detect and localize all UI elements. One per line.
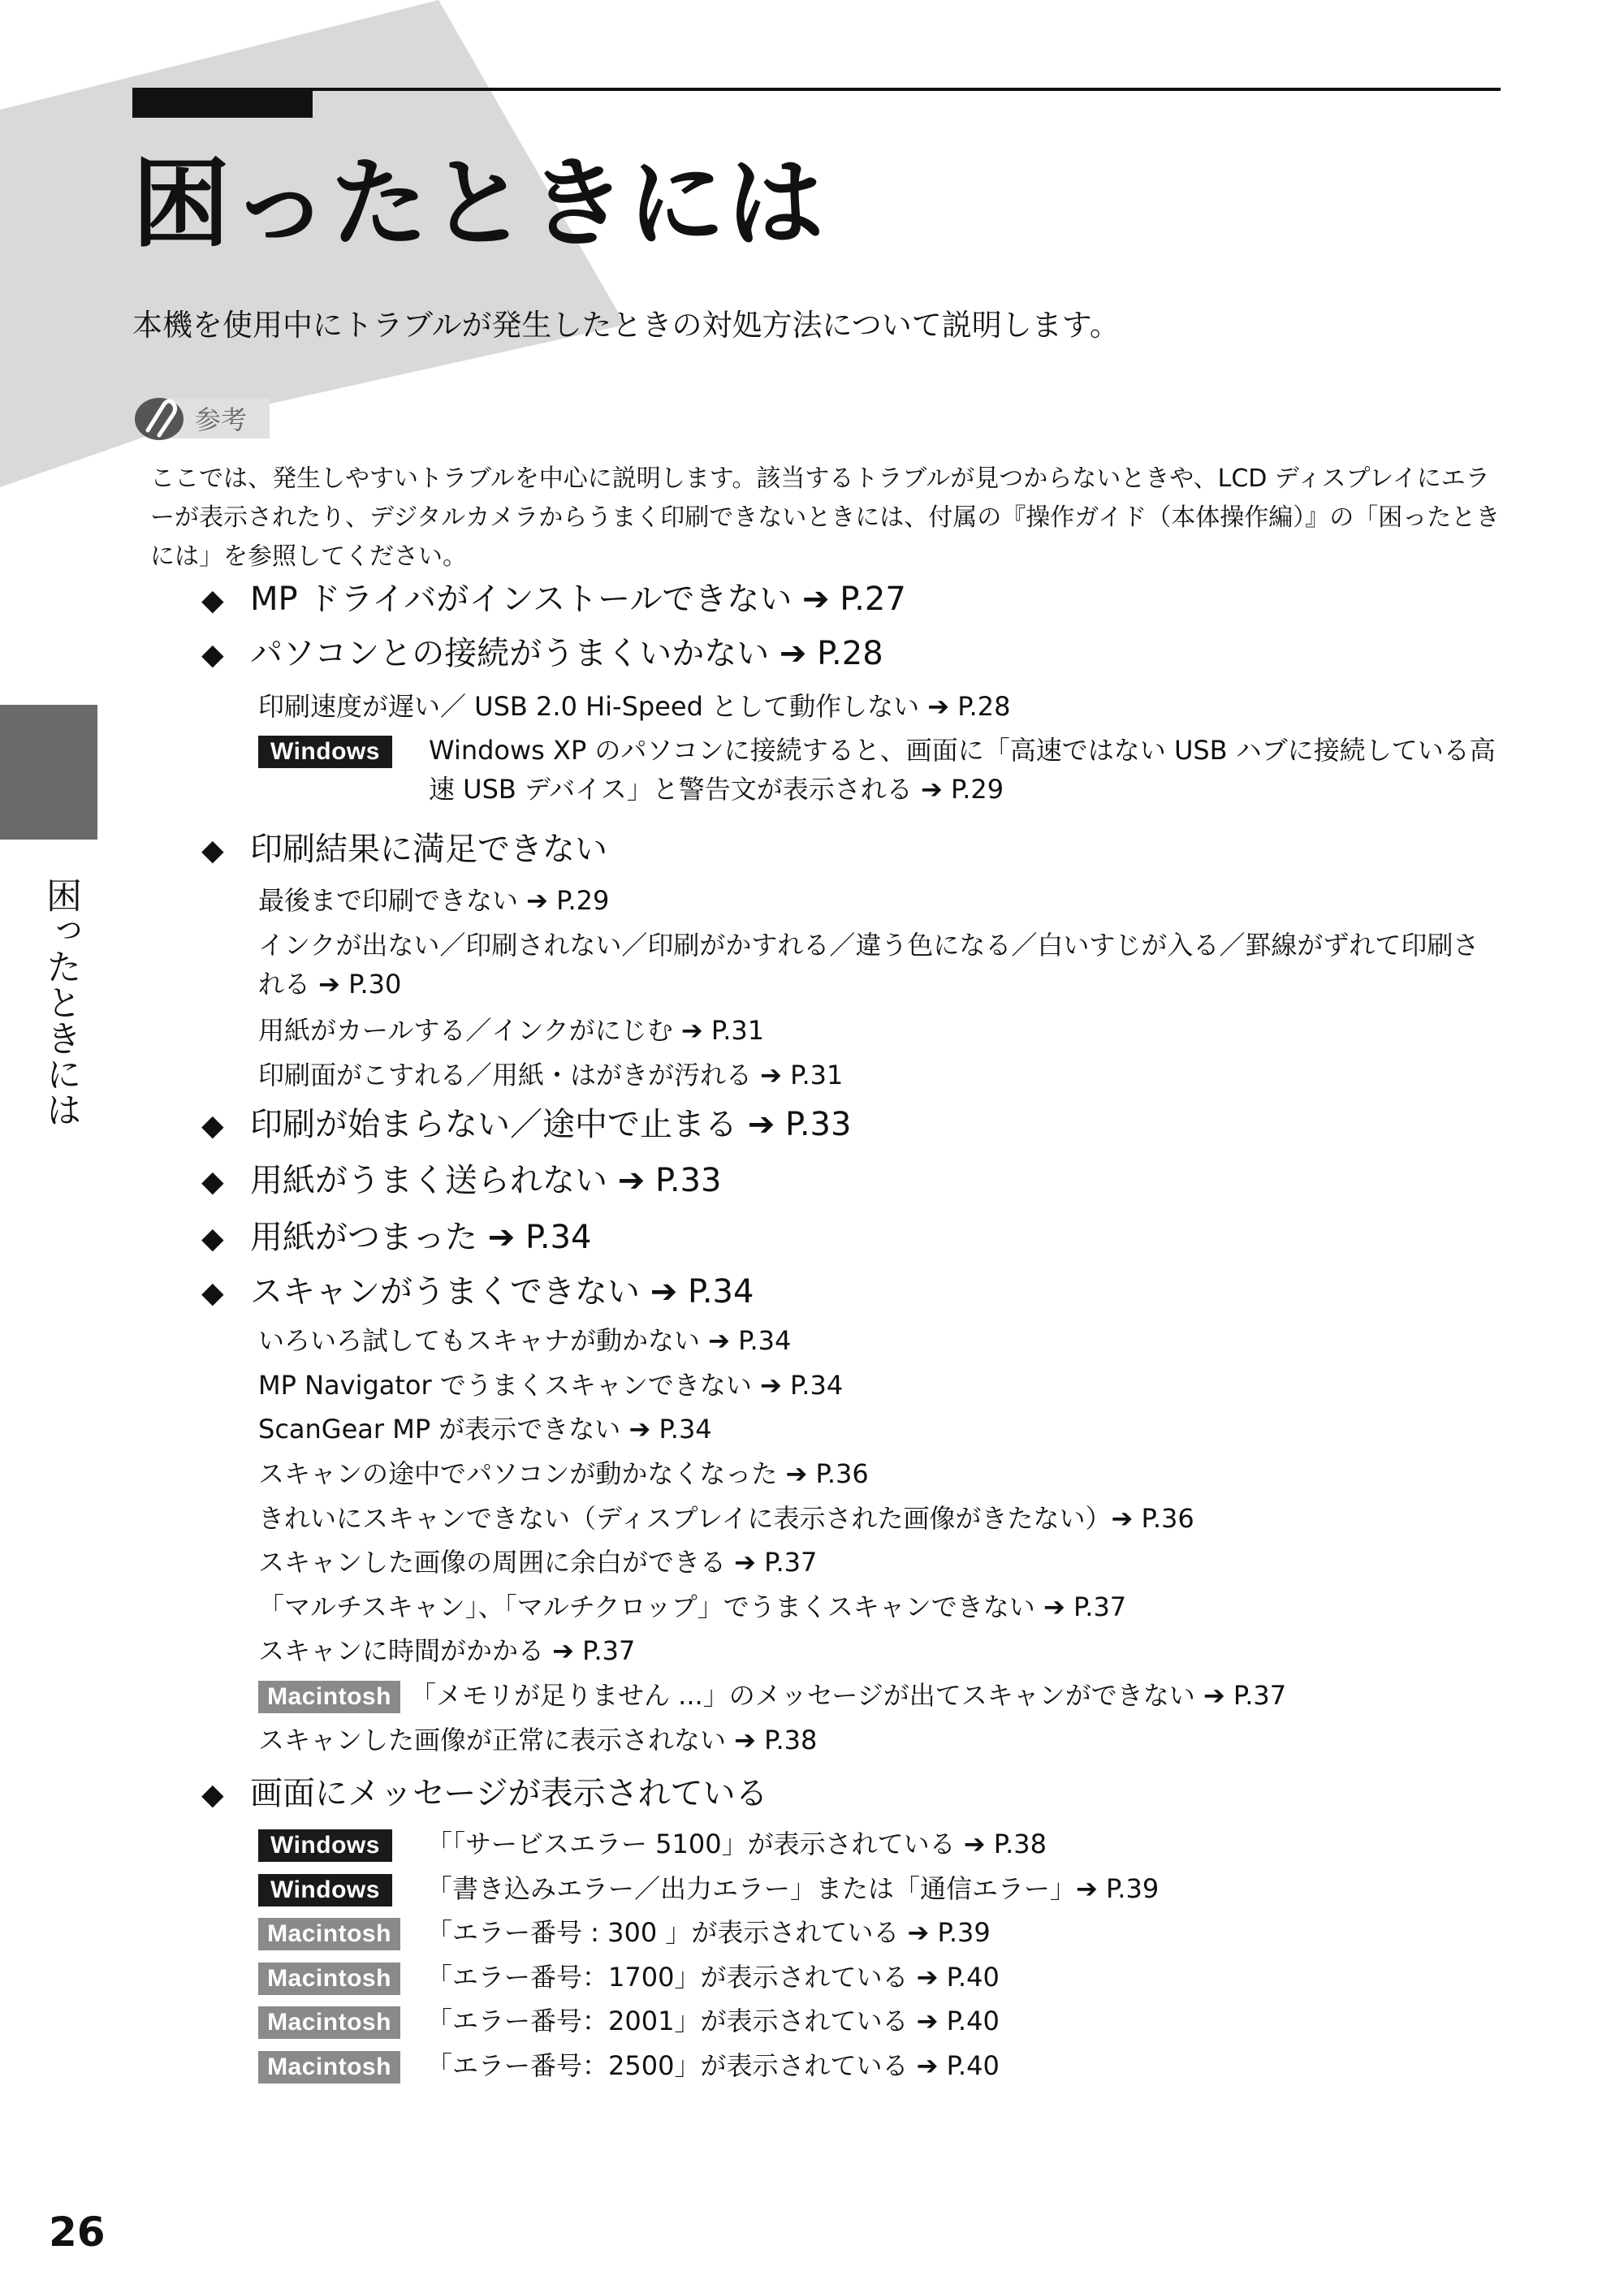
toc-item[interactable]: 最後まで印刷できない ➔ P.29 <box>258 885 610 916</box>
toc-item-macintosh[interactable]: Macintosh 「エラー番号 : 300 」が表示されている ➔ P.39 <box>258 1913 991 1952</box>
note-badge <box>130 390 272 447</box>
toc-item[interactable]: いろいろ試してもスキャナが動かない ➔ P.34 <box>258 1325 792 1356</box>
toc-heading-paper-jam[interactable]: ◆ 用紙がつまった ➔ P.34 <box>201 1215 591 1262</box>
windows-badge: Windows <box>258 1829 392 1862</box>
macintosh-badge: Macintosh <box>258 1681 400 1713</box>
toc-item-macintosh[interactable]: Macintosh 「エラー番号：1700」が表示されている ➔ P.40 <box>258 1958 1000 1997</box>
toc-item[interactable]: 印刷面がこすれる／用紙・はがきが汚れる ➔ P.31 <box>258 1060 844 1090</box>
diamond-bullet-icon: ◆ <box>201 834 224 867</box>
toc-item-macintosh[interactable]: Macintosh 「エラー番号：2500」が表示されている ➔ P.40 <box>258 2046 1000 2085</box>
toc-heading-paper-feed[interactable]: ◆ 用紙がうまく送られない ➔ P.33 <box>201 1158 721 1205</box>
paperclip-icon <box>130 390 272 447</box>
macintosh-badge: Macintosh <box>258 1918 400 1950</box>
toc-item[interactable]: 「マルチスキャン」、「マルチクロップ」でうまくスキャンできない ➔ P.37 <box>258 1591 1127 1622</box>
diamond-bullet-icon: ◆ <box>201 1276 224 1310</box>
header-rule <box>132 88 1501 91</box>
toc-item-windows[interactable]: Windows 「「サービスエラー 5100」が表示されている ➔ P.38 <box>258 1824 1047 1863</box>
windows-badge: Windows <box>258 736 392 768</box>
diamond-bullet-icon: ◆ <box>201 1109 224 1142</box>
toc-item[interactable]: スキャンした画像の周囲に余白ができる ➔ P.37 <box>258 1547 818 1578</box>
toc-heading-print-stop[interactable]: ◆ 印刷が始まらない／途中で止まる ➔ P.33 <box>201 1102 851 1149</box>
page-number: 26 <box>49 2209 106 2256</box>
toc-heading-print-quality[interactable]: ◆ 印刷結果に満足できない <box>201 827 607 874</box>
page-title: 困ったときには <box>132 148 826 261</box>
svg-text:参考: 参考 <box>195 404 248 435</box>
toc-item[interactable]: MP Navigator でうまくスキャンできない ➔ P.34 <box>258 1370 844 1401</box>
toc-item[interactable]: インクが出ない／印刷されない／印刷がかすれる／違う色になる／白いすじが入る／罫線がずれて印刷される ➔ P.30 <box>258 930 1479 1000</box>
header-rule-accent <box>132 89 313 118</box>
side-tab-marker <box>0 705 97 840</box>
toc-item[interactable]: 用紙がカールする／インクがにじむ ➔ P.31 <box>258 1015 765 1046</box>
macintosh-badge: Macintosh <box>258 2006 400 2039</box>
macintosh-badge: Macintosh <box>258 2051 400 2084</box>
macintosh-badge: Macintosh <box>258 1963 400 1995</box>
toc-item[interactable]: スキャンした画像が正常に表示されない ➔ P.38 <box>258 1725 818 1755</box>
page-subtitle: 本機を使用中にトラブルが発生したときの対処方法について説明します。 <box>132 308 1120 343</box>
toc-item[interactable]: スキャンに時間がかかる ➔ P.37 <box>258 1635 636 1666</box>
note-text: ここでは、発生しやすいトラブルを中心に説明します。該当するトラブルが見つからないときや、LCD ディスプレイにエラーが表示されたり、デジタルカメラからうまく印刷できないときには、付属の『操作ガイド（本体操作編）』の「困ったときには」を参照してください。 <box>150 464 1501 571</box>
diamond-bullet-icon: ◆ <box>201 1778 224 1812</box>
toc-item-macintosh[interactable]: Macintosh 「メモリが足りません ...」のメッセージが出てスキャンができない ➔ P.37 <box>258 1676 1286 1715</box>
diamond-bullet-icon: ◆ <box>201 1165 224 1198</box>
toc-item[interactable]: 印刷速度が遅い／ USB 2.0 Hi-Speed として動作しない ➔ P.28 <box>258 691 1011 722</box>
diamond-bullet-icon: ◆ <box>201 1222 224 1255</box>
toc-item[interactable]: きれいにスキャンできない（ディスプレイに表示された画像がきたない）➔ P.36 <box>258 1503 1194 1534</box>
diamond-bullet-icon: ◆ <box>201 638 224 671</box>
windows-badge: Windows <box>258 1874 392 1907</box>
toc-heading-driver-install[interactable]: ◆ MP ドライバがインストールできない ➔ P.27 <box>201 576 906 624</box>
diamond-bullet-icon: ◆ <box>201 584 224 617</box>
toc-heading-pc-connection[interactable]: ◆ パソコンとの接続がうまくいかない ➔ P.28 <box>201 631 883 678</box>
toc-item-macintosh[interactable]: Macintosh 「エラー番号：2001」が表示されている ➔ P.40 <box>258 2002 1000 2040</box>
toc-heading-messages[interactable]: ◆ 画面にメッセージが表示されている <box>201 1771 768 1818</box>
toc-heading-scan[interactable]: ◆ スキャンがうまくできない ➔ P.34 <box>201 1269 754 1316</box>
toc-item-windows[interactable]: Windows 「書き込みエラー／出力エラー」または「通信エラー」➔ P.39 <box>258 1869 1159 1908</box>
side-section-label: 困ったときには <box>40 877 81 1127</box>
toc-item[interactable]: スキャンの途中でパソコンが動かなくなった ➔ P.36 <box>258 1458 869 1489</box>
toc-item[interactable]: ScanGear MP が表示できない ➔ P.34 <box>258 1414 712 1444</box>
